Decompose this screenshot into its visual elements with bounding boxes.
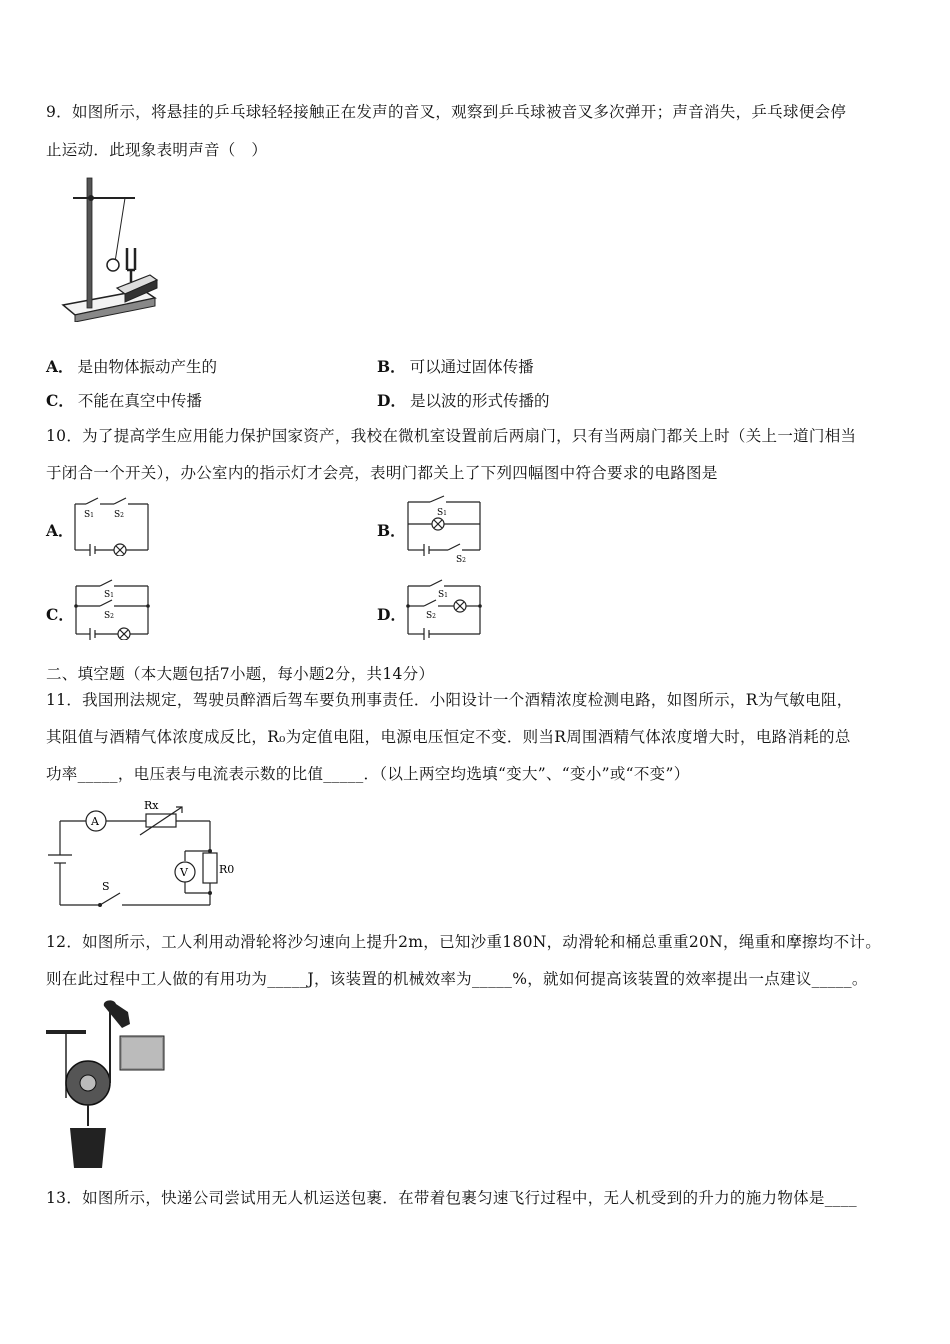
alcohol-detector-circuit — [42, 795, 242, 915]
tuning-fork-figure — [55, 170, 165, 322]
q11-stem-line1: 11．我国刑法规定，驾驶员醉酒后驾车要负刑事责任．小阳设计一个酒精浓度检测电路，如图所示，R为气敏电阻， — [46, 691, 853, 709]
q9-option-d[interactable]: D． 是以波的形式传播的 — [377, 391, 550, 410]
q10-option-c[interactable]: C． — [46, 605, 74, 624]
q10-option-d[interactable]: D． — [377, 605, 406, 624]
rx-label: Rx — [144, 799, 159, 812]
q10-stem-line2: 于闭合一个开关），办公室内的指示灯才会亮，表明门都关上了下列四幅图中符合要求的电路图是 — [46, 464, 718, 482]
q10-stem-line1: 10．为了提高学生应用能力保护国家资产，我校在微机室设置前后两扇门，只有当两扇门都关上时（关上一道门相当 — [46, 427, 857, 445]
svg-text:S2: S2 — [426, 611, 436, 621]
svg-text:S2: S2 — [104, 611, 114, 621]
ammeter-label: A — [91, 815, 99, 828]
circuit-b — [404, 494, 484, 564]
pulley-figure — [46, 998, 171, 1173]
svg-text:S1: S1 — [104, 590, 114, 600]
q11-stem-line3: 功率_____，电压表与电流表示数的比值_____．（以上两空均选填“变大”、“变小”或“不变”） — [46, 765, 690, 783]
svg-text:S2: S2 — [456, 555, 466, 564]
q9-option-b[interactable]: B． 可以通过固体传播 — [377, 357, 534, 376]
q13-stem-line1: 13．如图所示，快递公司尝试用无人机运送包裹．在带着包裹匀速飞行过程中，无人机受到的升力的施力物体是____ — [46, 1189, 857, 1207]
q12-stem-line2: 则在此过程中工人做的有用功为_____J，该装置的机械效率为_____%，就如何提高该装置的效率提出一点建议_____。 — [46, 970, 868, 988]
q9-stem-line2: 止运动．此现象表明声音（ ） — [46, 141, 268, 159]
q12-stem-line1: 12．如图所示，工人利用动滑轮将沙匀速向上提升2m，已知沙重180N，动滑轮和桶总重重20N，绳重和摩擦均不计。 — [46, 933, 882, 951]
q10-option-b[interactable]: B． — [377, 521, 406, 540]
svg-text:S2: S2 — [114, 510, 124, 520]
q10-option-a[interactable]: A． — [46, 521, 74, 540]
svg-text:S1: S1 — [438, 590, 448, 600]
q11-stem-line2: 其阻值与酒精气体浓度成反比，R₀为定值电阻，电源电压恒定不变．则当R周围酒精气体浓度增大时，电路消耗的总 — [46, 728, 851, 746]
q9-stem-line1: 9．如图所示，将悬挂的乒乓球轻轻接触正在发声的音叉，观察到乒乓球被音叉多次弹开；声音消失，乒乓球便会停 — [46, 103, 847, 121]
circuit-a — [70, 496, 152, 556]
circuit-d — [404, 578, 484, 640]
r0-label: R0 — [219, 863, 235, 876]
q9-option-a[interactable]: A． 是由物体振动产生的 — [46, 357, 218, 376]
q9-option-c[interactable]: C． 不能在真空中传播 — [46, 391, 202, 410]
circuit-c — [72, 578, 152, 640]
svg-text:S1: S1 — [84, 510, 94, 520]
svg-text:S1: S1 — [437, 508, 447, 518]
voltmeter-label: V — [180, 866, 188, 879]
section2-heading: 二、填空题（本大题包括7小题，每小题2分，共14分） — [46, 665, 435, 683]
switch-label: S — [102, 880, 110, 893]
